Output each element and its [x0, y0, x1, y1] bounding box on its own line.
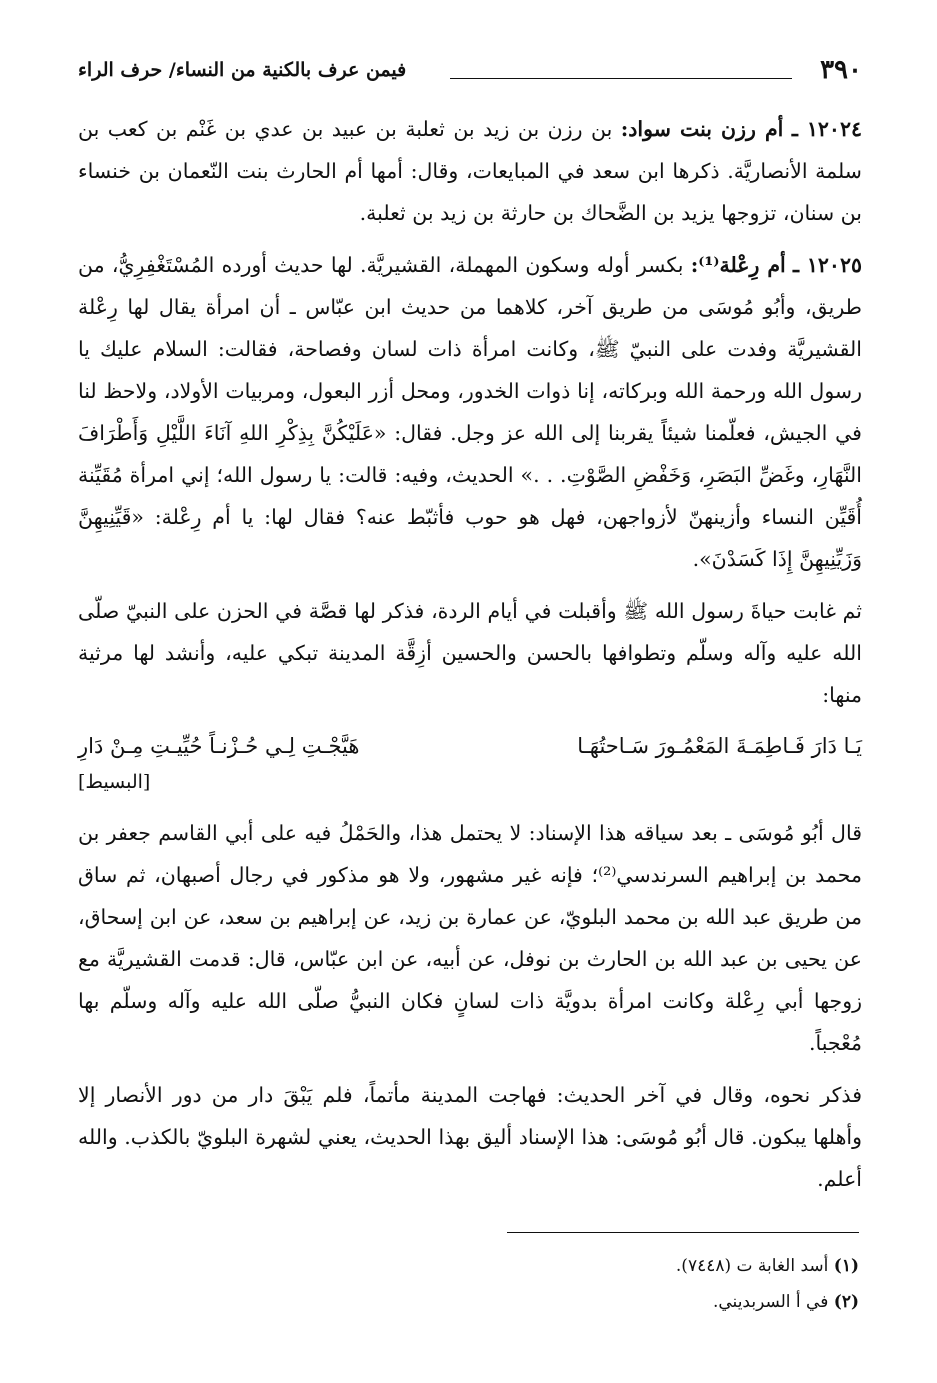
footnote-text: أسد الغابة ت (٧٤٤٨). — [675, 1256, 829, 1276]
footnote-1 — [299, 1248, 859, 1284]
footnote-number: (٢) — [833, 1292, 859, 1312]
page-header — [78, 52, 862, 88]
main-text — [78, 108, 862, 1210]
verse-first-hemistich: يَـا دَارَ فَـاطِمَـةَ المَعْمُـورَ سَـاحتُهَـا — [577, 734, 862, 758]
footnote-2 — [299, 1284, 859, 1320]
entry-name: أم رِعْلة⁽¹⁾: — [690, 253, 786, 277]
entry-text: بكسر أوله وسكون المهملة، القشيريَّة. لها حديث أورده المُسْتَغْفِرِيُّ، من طريق، وأبُو مُوسَى من طريق آخر، كلاهما من حديث ابن عبّاس ـ أن امرأة يقال لها رِعْلة القشيريَّة وفدت على النبيّ ﷺ، وكانت امرأة ذات لسان وفصاحة، فقالت: السلام عليك يا رسول الله ورحمة الله وبركاته، إنا ذوات الخدور، ومحل أزر البعول، ومربيات الأولاد، ولاحظ لنا في الجيش، فعلّمنا شيئاً يقربنا إلى الله عز وجل. فقال: «عَلَيْكُنَّ بِذِكْرِ اللهِ آنَاءَ اللَّيْلِ وَأَطْرَافَ النَّهَارِ، وغَضِّ البَصَرِ، وَخَفْضِ الصَّوْتِ. . .» الحديث، وفيه: قالت: يا رسول الله؛ إني امرأة مُقَيِّنة أُقَيِّن النساء وأزينهنّ لأزواجهن، فهل هو حوب فأثبّط عنه؟ فقال لها: يا أم رِعْلة: «قَيِّنِيهِنَّ وَزَيِّنِيهِنَّ إِذَا كَسَدْنَ». — [78, 253, 862, 571]
entry-text: بن رزن بن زيد بن ثعلبة بن عبيد بن عدي بن غَنْم بن كعب بن سلمة الأنصاريَّة. ذكرها ابن سعد في المبايعات، وقال: أمها أم الحارث بنت النّعمان بن خنساء بن سنان، تزوجها يزيد بن الضَّحاك بن حارثة بن زيد بن ثعلبة. — [78, 117, 862, 225]
entry-name: أم رزن بنت سواد: — [620, 117, 784, 141]
verse-meter: [البسيط] — [78, 771, 151, 793]
poem-verse — [78, 726, 862, 766]
page-number: ٣٩٠ — [820, 55, 862, 85]
entry-12025 — [78, 244, 862, 580]
paragraph-final: فذكر نحوه، وقال في آخر الحديث: فهاجت المدينة مأتماً، فلم يَبْقَ دار من دور الأنصار إلا وأهلها يبكون. قال أبُو مُوسَى: هذا الإسناد أليق بهذا الحديث، يعني لشهرة البلويّ بالكذب. والله أعلم. — [78, 1083, 862, 1191]
footnote-rule — [507, 1232, 859, 1233]
verse-second-hemistich: هَيَّجْـتِ لِـي حُـزْنـاً حُيِّيـتِ مِـنْ دَارِ — [78, 734, 360, 758]
entry-12024 — [78, 108, 862, 234]
footnote-number: (١) — [833, 1256, 859, 1276]
header-rule — [450, 78, 792, 79]
footnotes — [299, 1248, 859, 1320]
running-title: فيمن عرف بالكنية من النساء/ حرف الراء — [78, 59, 407, 81]
paragraph-abu-musa: قال أبُو مُوسَى ـ بعد سياقه هذا الإسناد: لا يحتمل هذا، والحَمْلُ فيه على أبي القاسم جعفر بن محمد بن إبراهيم السرندسي⁽²⁾؛ فإنه غير مشهور، ولا هو مذكور في رجال أصبهان، ثم ساق من طريق عبد الله بن محمد البلويّ، عن عمارة بن زيد، عن إبراهيم بن سعد، عن ابن إسحاق، عن يحيى بن عبد الله بن الحارث بن نوفل، عن أبيه، عن ابن عبّاس، قال: قدمت القشيريَّة مع زوجها أبي رِعْلة وكانت امرأة بدويَّة ذات لسانٍ فكان النبيُّ صلّى الله عليه وآله وسلّم بها مُعْجباً. — [78, 821, 862, 1055]
entry-number: ١٢٠٢٥ ـ — [793, 253, 862, 277]
footnote-text: في أ السربديني. — [712, 1292, 829, 1312]
entry-number: ١٢٠٢٤ ـ — [791, 117, 862, 141]
paragraph-elegy-intro: ثم غابت حياةَ رسول الله ﷺ وأقبلت في أيام الردة، فذكر لها قصَّة في الحزن على النبيّ صلّى الله عليه وآله وسلّم وتطوافها بالحسن والحسين أزِقَّة المدينة تبكي عليه، وأنشد لها مرثية منها: — [78, 599, 862, 707]
